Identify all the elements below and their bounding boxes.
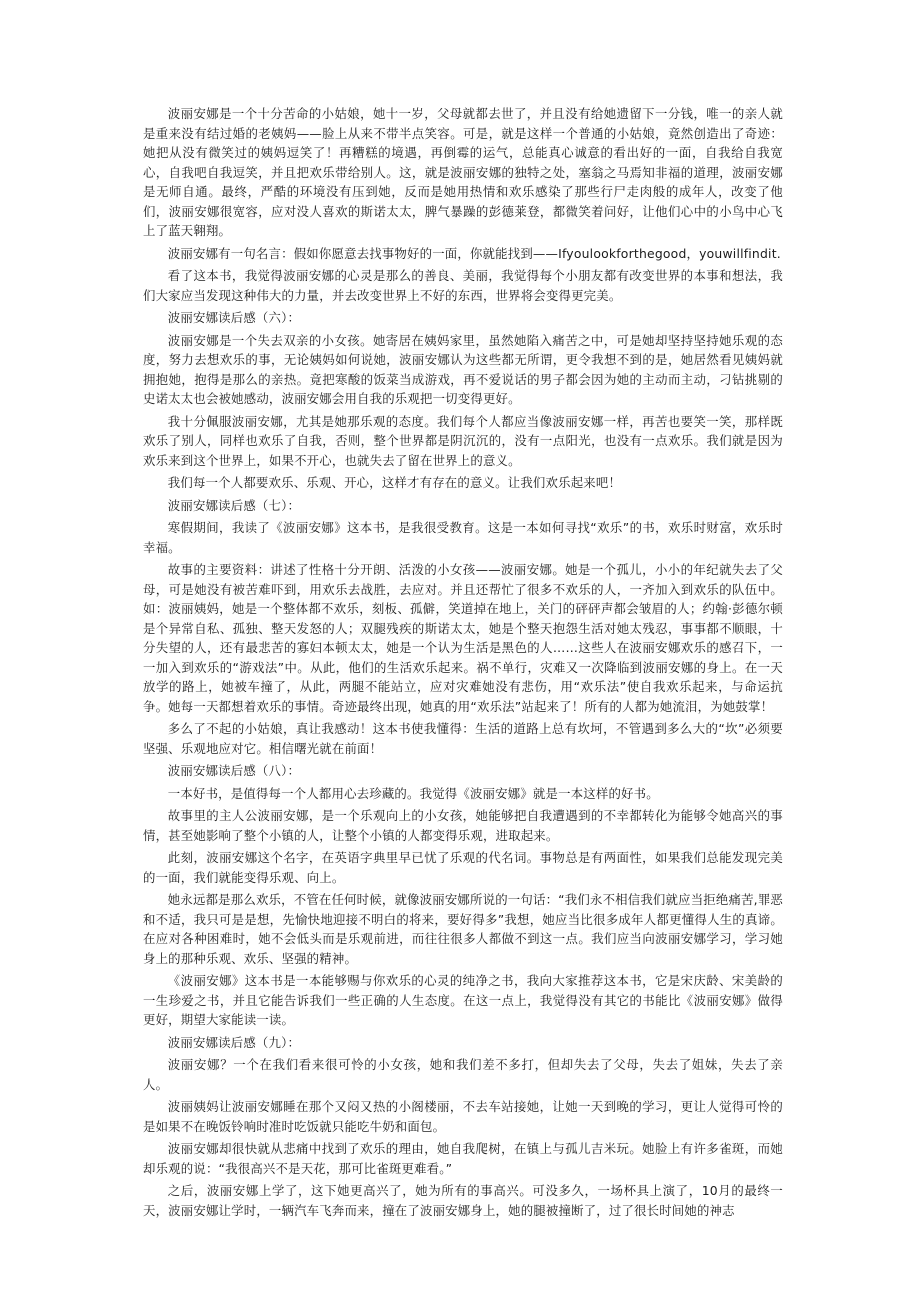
body-paragraph: 她永远都是那么欢乐，不管在任何时候，就像波丽安娜所说的一句话：“我们永不相信我们就应当拒绝痛苦,罪恶和不适，我只可是是想，先愉快地迎接不明白的将来，要好得多”我想，她应当比很多成年人都更懂得人生的真谛。在应对各种困难时，她不会低头而是乐观前进，而往往很多人都做不到这一点。我们应当向波丽安娜学习，学习她身上的那种乐观、欢乐、坚强的精神。 [143, 892, 783, 966]
section-heading: 波丽安娜读后感（九）： [167, 1034, 301, 1050]
body-paragraph: 波丽安娜有一句名言：假如你愿意去找事物好的一面，你就能找到——Ifyoulookforthegood，youwillfindit. [167, 245, 781, 261]
body-paragraph: 多么了不起的小姑娘，真让我感动！这本书使我懂得：生活的道路上总有坎坷，不管遇到多么大的“坎”必须要坚强、乐观地应对它。相信曙光就在前面！ [143, 721, 783, 756]
section-heading: 波丽安娜读后感（六）： [167, 310, 301, 325]
body-paragraph: 波丽安娜却很快就从悲痛中找到了欢乐的理由，她自我爬树，在镇上与孤儿吉米玩。她脸上有许多雀斑，而她却乐观的说：“我很高兴不是天花，那可比雀斑更难看。” [143, 1141, 783, 1176]
body-paragraph: 波丽安娜？一个在我们看来很可怜的小女孩，她和我们差不多打，但却失去了父母，失去了姐妹，失去了亲人。 [143, 1057, 783, 1092]
body-paragraph: 一本好书，是值得每一个人都用心去珍藏的。我觉得《波丽安娜》就是一本这样的好书。 [167, 785, 659, 801]
body-paragraph: 波丽安娜是一个失去双亲的小女孩。她寄居在姨妈家里，虽然她陷入痛苦之中，可是她却坚持坚持她乐观的态度，努力去想欢乐的事，无论姨妈如何说她，波丽安娜认为这些都无所谓，更令我想不到的是，她居然看见姨妈就拥抱她，抱得是那么的亲热。竟把寒酸的饭菜当成游戏，再不爱说话的男子都会因为她的主动而主动，刁钻挑剔的史诺太太也会被她感动，波丽安娜会用自我的乐观把一切变得更好。 [143, 332, 783, 406]
body-paragraph: 我十分佩服波丽安娜，尤其是她那乐观的态度。我们每个人都应当像波丽安娜一样，再苦也要笑一笑，那样既欢乐了别人，同样也欢乐了自我，否则，整个世界都是阴沉沉的，没有一点阳光，也没有一点欢乐。我们就是因为欢乐来到这个世界上，如果不开心，也就失去了留在世界上的意义。 [143, 413, 783, 468]
body-paragraph: 波丽安娜是一个十分苦命的小姑娘，她十一岁，父母就都去世了，并且没有给她遗留下一分钱，唯一的亲人就是重来没有结过婚的老姨妈——脸上从来不带半点笑容。可是，就是这样一个普通的小姑娘，竟然创造出了奇迹：她把从没有微笑过的姨妈逗笑了！再糟糕的境遇，再倒霉的运气，总能真心诚意的看出好的一面，自我给自我宽心，自我吧自我逗笑，并且把欢乐带给别人。这，就是波丽安娜的独特之处，塞翁之马焉知非福的道理，波丽安娜是无师自通。最终，严酷的环境没有压到她，反而是她用热情和欢乐感染了那些行尸走肉般的成年人，改变了他们，波丽安娜很宽容，应对没人喜欢的斯诺太太，脾气暴躁的彭德莱登，都微笑着问好，让他们心中的小鸟中心飞上了蓝天翱翔。 [143, 106, 783, 238]
body-paragraph: 故事的主要资料：讲述了性格十分开朗、活泼的小女孩——波丽安娜。她是一个孤儿，小小的年纪就失去了父母，可是她没有被苦难吓到，用欢乐去战胜，去应对。并且还帮忙了很多不欢乐的人，一齐加入到欢乐的队伍中。如：波丽姨妈，她是一个整体都不欢乐，刻板、孤僻，笑道掉在地上，关门的砰砰声都会皱眉的人；约翰·彭德尔顿是个异常自私、孤独、整天发怒的人；双腿残疾的斯诺太太，她是个整天抱怨生活对她太残忍，事事都不顺眼，十分失望的人，还有最悲苦的寡妇本顿太太，她是一个认为生活是黑色的人……这些人在波丽安娜欢乐的感召下，一一加入到欢乐的“游戏法”中。从此，他们的生活欢乐起来。祸不单行，灾难又一次降临到波丽安娜的身上。在一天放学的路上，她被车撞了，从此，两腿不能站立，应对灾难她没有悲伤，用“欢乐法”使自我欢乐起来，与命运抗争。她每一天都想着欢乐的事情。奇迹最终出现，她真的用“欢乐法”站起来了！所有的人都为她流泪，为她鼓掌！ [143, 562, 783, 714]
body-paragraph: 《波丽安娜》这本书是一本能够赐与你欢乐的心灵的纯净之书，我向大家推荐这本书，它是宋庆龄、宋美龄的一生珍爱之书，并且它能告诉我们一些正确的人生态度。在这一点上，我觉得没有其它的书能比《波丽安娜》做得更好，期望大家能读一读。 [143, 973, 783, 1027]
document-page [143, 104, 783, 1223]
body-paragraph: 看了这本书，我觉得波丽安娜的心灵是那么的善良、美丽，我觉得每个小朋友都有改变世界的本事和想法，我们大家应当发现这种伟大的力量，并去改变世界上不好的东西，世界将会变得更完美。 [143, 268, 783, 303]
body-paragraph: 我们每一个人都要欢乐、乐观、开心，这样才有存在的意义。让我们欢乐起来吧！ [167, 475, 622, 490]
body-paragraph: 波丽姨妈让波丽安娜睡在那个又闷又热的小阁楼丽，不去车站接她，让她一天到晚的学习，更让人觉得可怜的是如果不在晚饭铃响时准时吃饭就只能吃牛奶和面包。 [143, 1099, 783, 1134]
body-paragraph: 寒假期间，我读了《波丽安娜》这本书，是我很受教育。这是一本如何寻找“欢乐”的书，欢乐时财富，欢乐时幸福。 [143, 520, 783, 555]
section-heading: 波丽安娜读后感（八）： [167, 763, 301, 778]
body-paragraph: 故事里的主人公波丽安娜，是一个乐观向上的小女孩，她能够把自我遭遇到的不幸都转化为能够令她高兴的事情，甚至她影响了整个小镇的人，让整个小镇的人都变得乐观，进取起来。 [143, 808, 783, 843]
body-paragraph: 此刻，波丽安娜这个名字，在英语字典里早已忧了乐观的代名词。事物总是有两面性，如果我们总能发现完美的一面，我们就能变得乐观、向上。 [143, 850, 783, 885]
section-heading: 波丽安娜读后感（七）： [167, 497, 301, 513]
body-paragraph: 之后，波丽安娜上学了，这下她更高兴了，她为所有的事高兴。可没多久，一场杯具上演了，10月的最终一天，波丽安娜让学时，一辆汽车飞奔而来，撞在了波丽安娜身上，她的腿被撞断了，过了很长时间她的神志 [143, 1183, 783, 1218]
